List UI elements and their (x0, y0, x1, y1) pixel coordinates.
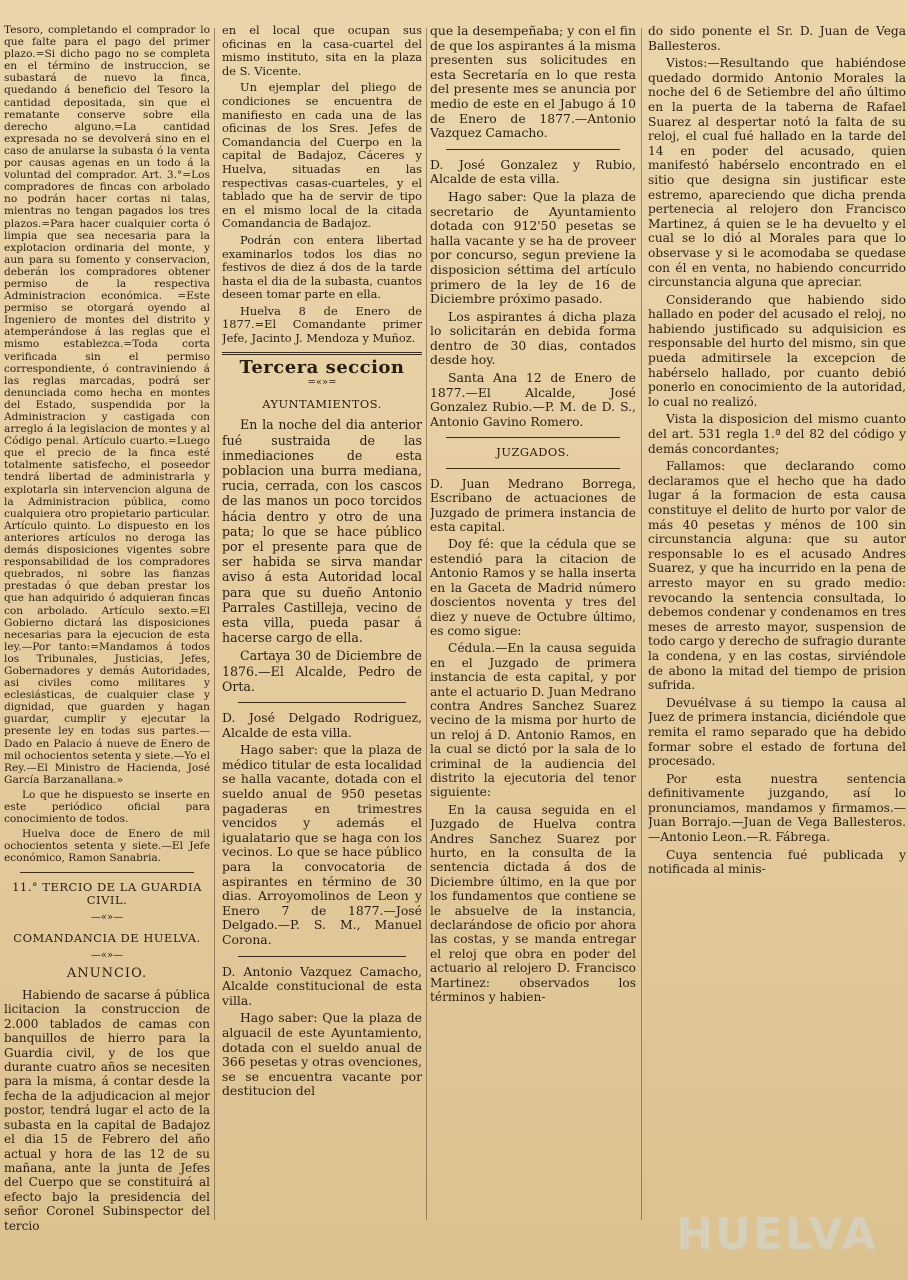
notice-header: D. José Delgado Rodriguez, Alcalde de esta villa. (222, 710, 422, 740)
column-rule (641, 28, 642, 1220)
column-rule (214, 28, 215, 1220)
paragraph: Vista la disposicion del mismo cuanto del art. 531 regla 1.ª del 82 del código y demás concordantes; (648, 412, 906, 456)
notice-body: Hago saber: que la plaza de médico titular de esta localidad se halla vacante, dotada con el sueldo anual de 950 pesetas pagaderas en trimestres vencidos y además el igualatario que se haga con los vecinos. Lo que se hace público para la convocatoria de aspirantes en término de 30 dias. Arroyomolinos de Leon y Enero 7 de 1877.—José Delgado.—P. S. M., Manuel Corona. (222, 742, 422, 947)
column-4 (648, 24, 906, 1242)
watermark: HUELVA (676, 1209, 878, 1260)
section-heading-comandancia: COMANDANCIA DE HUELVA. (13, 930, 201, 945)
notice-header: D. José Gonzalez y Rubio, Alcalde de esta villa. (430, 156, 636, 187)
paragraph: do sido ponente el Sr. D. Juan de Vega Ballesteros. (648, 24, 906, 53)
section-heading-tercio: 11.° TERCIO DE LA GUARDIA CIVIL. (12, 880, 202, 907)
notice-header: D. Antonio Vazquez Camacho, Alcalde constitucional de esta villa. (222, 963, 422, 1008)
column-2 (222, 24, 422, 1242)
paragraph: Considerando que habiendo sido hallado en poder del acusado el reloj, no habiendo justificado su adquisicion es responsable del hurto del mismo, sin que pueda admitirsele la excepcion de habérselo hallado, por cuanto debió ponerlo en conocimiento de la autoridad, lo cual no realizó. (648, 292, 906, 409)
divider (446, 149, 620, 150)
notice-body: En la causa seguida en el Juzgado de Huelva contra Andres Sanchez Suarez por hurto, en la consulta de la sentencia dictada á dos de Diciembre último, en la que por los fundamentos que contiene se le absuelve de la instancia, declarándose de oficio por ahora las costas, y se manda entregar el reloj que obra en poder del actuario al relojero D. Francisco Martinez: observados los términos y habien- (430, 802, 636, 1005)
column-rule (426, 28, 427, 1220)
notice-header: D. Juan Medrano Borrega, Escribano de actuaciones de Juzgado de primera instancia de esta capital. (430, 476, 636, 535)
notice-body: Los aspirantes á dicha plaza lo solicitarán en debida forma dentro de 30 dias, contados desde hoy. (430, 308, 636, 368)
divider (238, 956, 406, 957)
divider (446, 437, 620, 438)
divider (238, 702, 406, 703)
divider (446, 468, 620, 469)
divider (20, 872, 194, 873)
signature-line: Huelva 8 de Enero de 1877.=El Comandante primer Jefe, Jacinto J. Mendoza y Muñoz. (222, 303, 422, 346)
law-text: Tesoro, completando el comprador lo que falte para el pago del primer plazo.=Si dicho pago no se completa en el término de instruccion, se subastará de nuevo la finca, quedando á beneficio del Tesoro la cantidad depositada, sin que el rematante conserve sobre ella derecho alguno.=La cantidad expresada no se devolverá sino en el caso de anularse la subasta ó la venta por causas agenas en un todo á la voluntad del comprador. Art. 3.°=Los compradores de fincas con arbolado no podrán hacer cortas ni talas, mientras no tengan pagados los tres plazos.=Para hacer cualquier corta ó limpia que sea necesaria para la explotacion ordinaria del monte, y aun para su fomento y conservacion, deberán los compradores obtener permiso de la respectiva Administracion económica. =Este permiso se otorgará oyendo al Ingeniero de montes del distrito y atemperándose á las reglas que el mismo establezca.=Toda corta verificada sin el permiso correspondiente, ó contraviniendo á las reglas marcadas, podrá ser denunciada como hecha en montes del Estado, suspendida por la Administracion y castigada con arreglo á la legislacion de montes y al Código penal. Artículo cuarto.=Luego que el precio de la finca esté totalmente satisfecho, el poseedor tendrá libertad de administrarla y explotarla sin intervencion alguna de la Administracion pública, como cualquiera otro propietario particular. Artículo quinto. Lo dispuesto en los anteriores artículos no deroga las demás disposiciones vigentes sobre responsabilidad de los compradores quebrados, ni sobre las fianzas prestadas ó que deban prestar los que han adquirido ó adquieran fincas con arbolado. Artículo sexto.=El Gobierno dictará las disposiciones necesarias para la ejecucion de esta ley.—Por tanto:=Mandamos á todos los Tribunales, Justicias, Jefes, Gobernadores y demás Autoridades, asi civiles como militares y eclesiásticas, de cualquier clase y dignidad, que guarden y hagan guardar, cumplir y ejecutar la presente ley en todas sus partes.—Dado en Palacio á nueve de Enero de mil ochocientos setenta y siete.—Yo el Rey.—El Ministro de Hacienda, José García Barzanallana.» (4, 24, 210, 786)
column-3 (430, 24, 636, 1242)
signature-line: Cartaya 30 de Diciembre de 1876.—El Alcalde, Pedro de Orta. (222, 648, 422, 694)
paragraph: en el local que ocupan sus oficinas en la casa-cuartel del mismo instituto, sita en la plaza de S. Vicente. (222, 24, 422, 78)
paragraph: Fallamos: que declarando como declaramos que el hecho que ha dado lugar á la formacion de esta causa constituye el delito de hurto por valor de más 40 pesetas y ménos de 100 sin circunstancia alguna: que su autor responsable lo es el acusado Andres Suarez, y que ha incurrido en la pena de arresto mayor en su grado medio: revocando la sentencia consultada, lo debemos condenar y condenamos en tres meses de arresto mayor, suspension de todo cargo y derecho de sufragio durante la condena, y en las costas, sirviéndole de abono la mitad del tiempo de prision sufrida. (648, 459, 906, 693)
paragraph: Podrán con entera libertad examinarlos todos los dias no festivos de diez á dos de la tarde hasta el dia de la subasta, cuantos deseen tomar parte en ella. (222, 232, 422, 302)
ornament: =«»= (307, 377, 337, 389)
section-heading-juzgados: JUZGADOS. (496, 445, 570, 460)
signature-line: Santa Ana 12 de Enero de 1877.—El Alcalde, José Gonzalez Rubio.—P. M. de D. S., Antonio Gavino Romero. (430, 370, 636, 429)
notice-body: Hago saber: Que la plaza de alguacil de este Ayuntamiento, dotada con el sueldo anual de 366 pesetas y otras ovenciones, se se encuentra vacante por destitucion del (222, 1010, 422, 1099)
ornament: —«»— (90, 911, 124, 923)
paragraph: Por esta nuestra sentencia definitivamente juzgando, así lo pronunciamos, mandamos y firmamos.—Juan Borrajo.—Juan de Vega Ballesteros.—Antonio Leon.—R. Fábrega. (648, 771, 906, 845)
paragraph: Devuélvase á su tiempo la causa al Juez de primera instancia, diciéndole que remita el ramo separado que ha debido formar sobre el estado de fortuna del procesado. (648, 695, 906, 769)
paragraph: Vistos:—Resultando que habiéndose quedado dormido Antonio Morales la noche del 6 de Setiembre del año último en la puerta de la taberna de Rafael Suarez al despertar notó la falta de su reloj, el cual fué hallado en la tarde del 14 en poder del acusado, quien manifestó habérselo encontrado en el sitio que designa sin justificar este estremo, apareciendo que dicha prenda pertenecia al relojero don Francisco Martinez, á quien se le ha devuelto y el cual se lo dió al Morales para que lo observase y si le acomodaba se quedase con él en venta, no habiendo concurrido circunstancia alguna que apreciar. (648, 56, 906, 290)
notice-body: Doy fé: que la cédula que se estendió para la citacion de Antonio Ramos y se halla inserta en la Gaceta de Madrid número doscientos noventa y tres del diez y nueve de Octubre último, es como sigue: (430, 537, 636, 638)
notice-body: En la noche del dia anterior fué sustraida de las inmediaciones de esta poblacion una burra mediana, rucia, cerrada, con los cascos de las manos un poco torcidos hácia dentro y otro de una pata; lo que se hace público por el presente para que de ser habida se sirva mandar aviso á esta Autoridad local para que su dueño Antonio Parrales Castilleja, vecino de esta villa, pueda pasar á hacerse cargo de ella. (222, 417, 422, 646)
notice-body: Hago saber: Que la plaza de secretario de Ayuntamiento dotada con 912'50 pesetas se halla vacante y se ha de proveer por concurso, segun previene la disposicion séttima del artículo primero de la ley de 16 de Diciembre próximo pasado. (430, 188, 636, 307)
paragraph: Cuya sentencia fué publicada y notificada al minis- (648, 847, 906, 877)
notice-body: que la desempeñaba; y con el fin de que los aspirantes á la misma presenten sus solicitudes en esta Secretaría en lo que resta del presente mes se anuncia por medio de este en el Jabugo á 10 de Enero de 1877.—Antonio Vazquez Camacho. (430, 24, 636, 141)
paragraph: Un ejemplar del pliego de condiciones se encuentra de manifiesto en cada una de las oficinas de los Sres. Jefes de Comandancia del Cuerpo en la capital de Badajoz, Cáceres y Huelva, situadas en las respectivas casas-cuarteles, y el tablado que ha de servir de tipo en el mismo local de la citada Comandancia de Badajoz. (222, 80, 422, 231)
section-heading-ayuntamientos: AYUNTAMIENTOS. (262, 396, 382, 411)
ornament: —«»— (90, 949, 124, 961)
anuncio-heading: ANUNCIO. (66, 965, 148, 981)
signature-line: Huelva doce de Enero de mil ochocientos setenta y siete.—El Jefe económico, Ramon Sanabria. (4, 828, 210, 865)
column-1 (4, 24, 210, 1242)
notice-body: Cédula.—En la causa seguida en el Juzgado de primera instancia de esta capital, y por ante el actuario D. Juan Medrano contra Andres Sanchez Suarez vecino de la misma por hurto de un reloj á D. Antonio Ramos, en la cual se dictó por la sala de lo criminal de la audiencia del distrito la ejecutoria del tenor siguiente: (430, 641, 636, 800)
divider (222, 352, 422, 355)
anuncio-body: Habiendo de sacarse á pública licitacion la construccion de 2.000 tablados de camas con banquillos de hierro para la Guardia civil, y de los que durante cuatro años se necesiten para la misma, á contar desde la fecha de la adjudicacion al mejor postor, tendrá lugar el acto de la subasta en la capital de Badajoz el dia 15 de Febrero del año actual y hora de las 12 de su mañana, ante la junta de Jefes del Cuerpo que se constituirá al efecto bajo la presidencia del señor Coronel Subinspector del tercio (4, 988, 210, 1233)
section-title-tercera: Tercera seccion (239, 356, 405, 378)
paragraph: Lo que he dispuesto se inserte en este periódico oficial para conocimiento de todos. (4, 788, 210, 826)
